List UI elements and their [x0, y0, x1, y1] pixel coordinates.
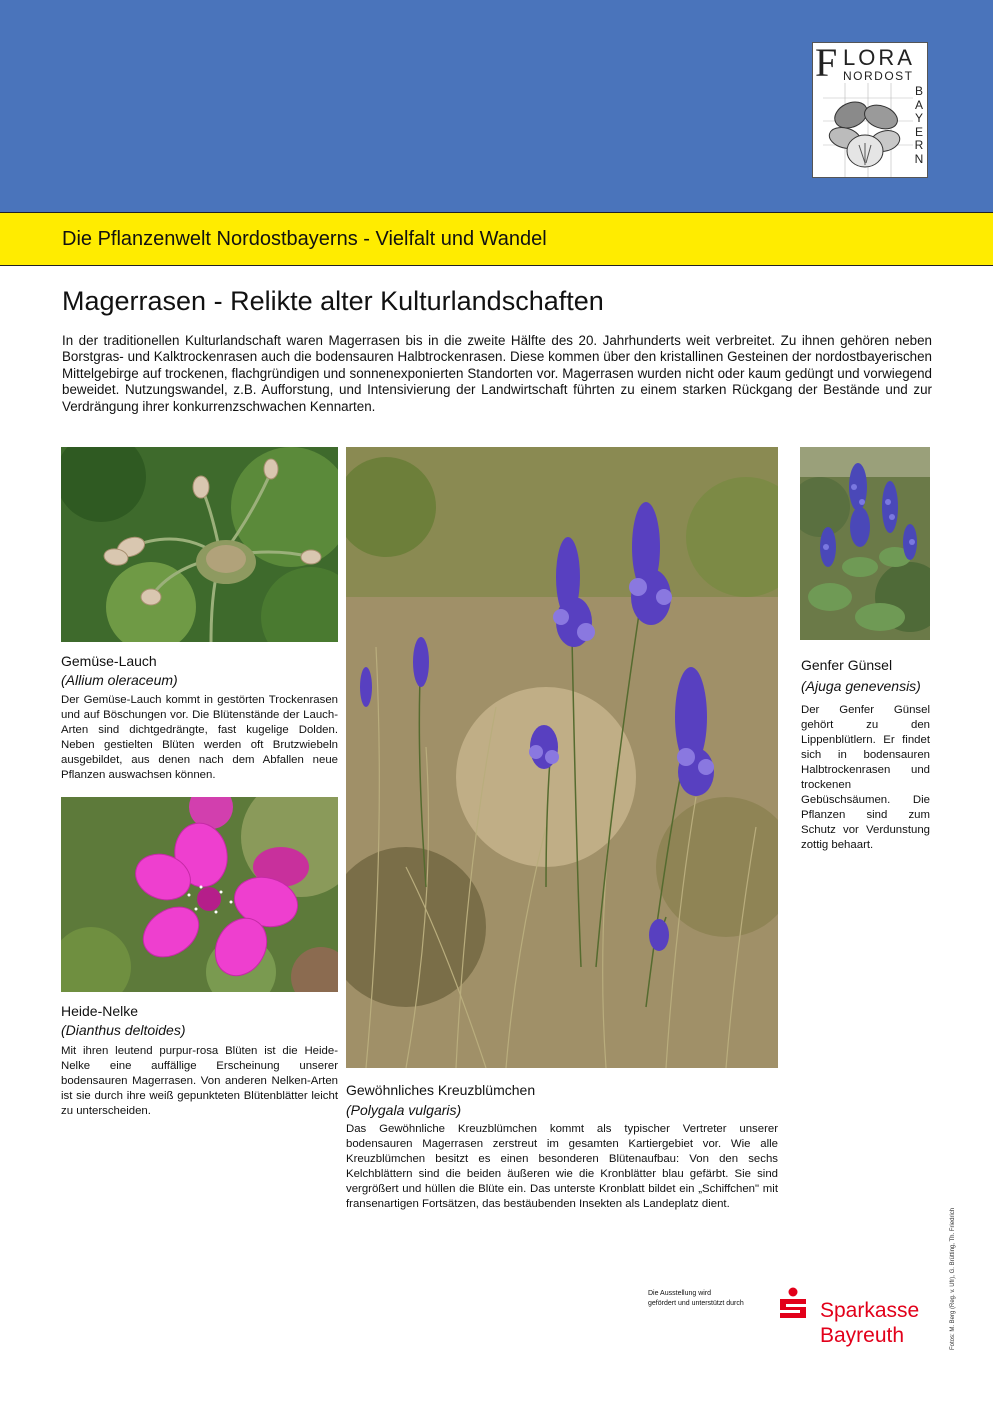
intro-paragraph: In der traditionellen Kulturlandschaft waren Magerrasen bis in die zweite Hälfte des 20. Jahrhunderts weit verbreitet. Zu ihnen gehören neben Borstgras- und Kalktrockenrasen auch die bodensauren Halbtrockenrasen. Diese kommen über den kristallinen Gesteinen der nordostbayerischen Mittelgebirge auf trockenen, flachgründigen und sonnenexponierten Standorten vor. Magerrasen wurden nicht oder kaum gedüngt und vorwiegend beweidet. Nutzungswandel, z.B. Aufforstung, und Intensivierung der Landwirtschaft führten zu einem starken Rückgang der Bestände und zur Verdrängung ihrer konkurrenzschwachen Kennarten.	[62, 333, 932, 414]
kreuzbluemchen-latin-name: (Polygala vulgaris)	[346, 1102, 462, 1118]
nelke-latin-name: (Dianthus deltoides)	[61, 1022, 186, 1038]
guensel-description: Der Genfer Günsel gehört zu den Lippenblütlern. Er findet sich in bodensauren Halbtrockenrasen und trockenen Gebüschsäumen. Die Pflanzen sind zum Schutz vor Verdunstung zottig behaart.	[801, 704, 930, 851]
logo-nordost: NORDOST	[843, 69, 914, 83]
guensel-latin-name: (Ajuga genevensis)	[801, 678, 921, 694]
guensel-name: Genfer Günsel	[801, 657, 893, 673]
kreuzbluemchen-description: Das Gewöhnliche Kreuzblümchen kommt als typischer Vertreter unserer bodensauren Magerrasen zerstreut im gesamten Kartiergebiet vor. Wie alle Kreuzblümchen besitzt es einen besonderen Blütenaufbau: Von den sechs Kelchblättern sind die beiden äußeren wie die Kronblätter blau gefärbt. Sie sind vergrößert und hüllen die Blüte ein. Das unterste Kronblatt bildet ein „Schiffchen" mit fransenartigen Fortsätzen, das bestäubenden Insekten als Landeplatz dient.	[346, 1123, 778, 1210]
series-title: Die Pflanzenwelt Nordostbayerns - Vielfalt und Wandel	[62, 228, 547, 250]
sparkasse-name: Sparkasse Bayreuth	[820, 1299, 920, 1347]
sponsor-note: Die Ausstellung wird gefördert und unterstützt durch	[648, 1290, 744, 1307]
photo-credit: Fotos: M. Berg (Reg. v. Ufr), G. Brütting, Th. Friedrich	[950, 1207, 956, 1350]
nelke-description: Mit ihren leutend purpur-rosa Blüten ist die Heide-Nelke eine auffällige Erscheinung unserer bodensauren Magerrasen. Von anderen Nelken-Arten ist sie durch ihre weiß gepunkteten Blütenblätter leicht zu unterscheiden.	[61, 1045, 338, 1117]
flora-nordost-bayern-logo	[812, 42, 928, 178]
logo-lora: LORA	[843, 45, 915, 70]
page-title: Magerrasen - Relikte alter Kulturlandschaften	[62, 286, 604, 316]
nelke-name: Heide-Nelke	[61, 1003, 139, 1019]
lauch-description: Der Gemüse-Lauch kommt in gestörten Trockenrasen und auf Böschungen vor. Die Blütenstände der Lauch-Arten sind dichtgedrängte, fast kugelige Dolden. Neben gestielten Blüten werden oft Brutzwiebeln ausgebildet, aus denen nach dem Abfallen neue Pflanzen auswachsen können.	[61, 694, 338, 781]
lauch-latin-name: (Allium oleraceum)	[61, 672, 178, 688]
photo-genfer-guensel	[800, 447, 930, 640]
photo-kreuzbluemchen	[346, 447, 778, 1068]
series-title-bar	[0, 212, 993, 266]
photo-gemuese-lauch	[61, 447, 338, 642]
lauch-name: Gemüse-Lauch	[61, 653, 157, 669]
photo-heide-nelke	[61, 797, 338, 992]
logo-bayern: B A Y E R N	[914, 84, 924, 166]
logo-letter-f: F	[815, 40, 838, 85]
kreuzbluemchen-name: Gewöhnliches Kreuzblümchen	[346, 1082, 536, 1098]
sparkasse-logo-icon	[776, 1287, 810, 1321]
violet-flower-icon	[823, 83, 913, 177]
